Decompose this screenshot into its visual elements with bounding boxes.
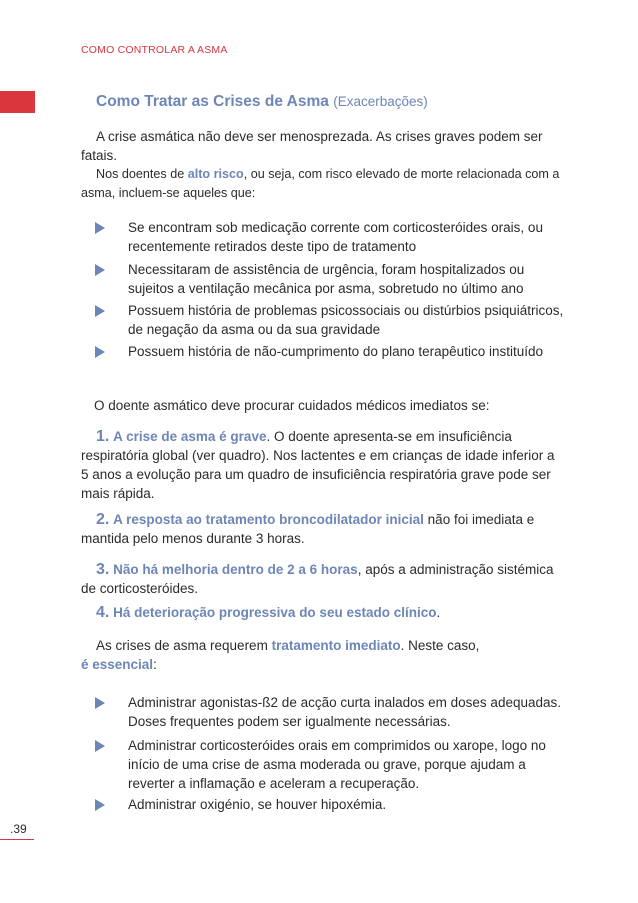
condition-text: . O doente apresenta-se em insuficiência respiratória global (ver quadro). Nos lactentes e em crianças de idade inferior a 5 anos a evolução para um quadro de insuficiência respiratória grave pode ser mais rápida. — [81, 429, 555, 501]
section-title-main: Como Tratar as Crises de Asma — [96, 93, 329, 110]
triangle-bullet-icon — [95, 305, 105, 317]
treatment-middle: . Neste caso, — [400, 638, 480, 653]
triangle-bullet-icon — [95, 222, 105, 234]
intro-2-before: Nos doentes de — [96, 167, 188, 181]
intro-paragraph-2 — [81, 165, 561, 203]
risk-item-text: Possuem história de não-cumprimento do plano terapêutico instituído — [128, 344, 543, 359]
treatment-item-text: Administrar corticosteróides orais em comprimidos ou xarope, logo no início de uma crise de asma moderada ou grave, porque ajudam a reverter a inflamação e aceleram a recuperação. — [128, 738, 546, 791]
intro-paragraph-1 — [81, 127, 561, 165]
page-number: .39 — [10, 822, 27, 836]
condition-number: 1. — [96, 428, 110, 445]
condition-highlight: A crise de asma é grave — [113, 429, 267, 444]
section-title-sub: (Exacerbações) — [333, 94, 428, 109]
triangle-bullet-icon — [95, 740, 105, 752]
condition-text: não foi imediata e mantida pelo menos durante 3 horas. — [81, 512, 535, 546]
condition-1 — [81, 427, 561, 503]
triangle-bullet-icon — [95, 346, 105, 358]
intro-2-after: , ou seja, com risco elevado de morte relacionada com a asma, incluem-se aqueles que: — [81, 167, 560, 200]
condition-3 — [81, 560, 561, 598]
condition-2 — [81, 510, 561, 548]
condition-highlight: A resposta ao tratamento broncodilatador inicial — [113, 512, 424, 527]
condition-4 — [81, 603, 561, 622]
seek-care-text: O doente asmático deve procurar cuidados médicos imediatos se: — [94, 398, 490, 413]
page-number-rule — [0, 839, 34, 840]
treatment-after: : — [153, 657, 157, 672]
treatment-before: As crises de asma requerem — [96, 638, 272, 653]
risk-item-text: Necessitaram de assistência de urgência, foram hospitalizados ou sujeitos a ventilação mecânica por asma, sobretudo no último ano — [128, 262, 525, 296]
condition-text: , após a administração sistémica de corticosteróides. — [81, 562, 554, 596]
section-title — [96, 93, 428, 111]
triangle-bullet-icon — [95, 697, 105, 709]
condition-highlight: Há deterioração progressiva do seu estado clínico — [113, 605, 437, 620]
condition-text: . — [436, 605, 441, 620]
section-marker — [0, 91, 35, 113]
running-header: COMO CONTROLAR A ASMA — [81, 44, 228, 56]
triangle-bullet-icon — [95, 264, 105, 276]
risk-item-text: Se encontram sob medicação corrente com corticosteróides orais, ou recentemente retirados deste tipo de tratamento — [128, 220, 543, 254]
condition-number: 3. — [96, 561, 110, 578]
treatment-item-text: Administrar oxigénio, se houver hipoxémia. — [128, 797, 387, 812]
treatment-item-text: Administrar agonistas-ß2 de acção curta inalados em doses adequadas. Doses frequentes podem ser igualmente necessárias. — [128, 695, 561, 729]
triangle-bullet-icon — [95, 799, 105, 811]
condition-number: 2. — [96, 511, 110, 528]
seek-care-paragraph — [81, 396, 561, 415]
condition-highlight: Não há melhoria dentro de 2 a 6 horas — [113, 562, 358, 577]
intro-2-highlight: alto risco — [187, 167, 244, 181]
treatment-highlight: tratamento imediato — [271, 638, 401, 653]
risk-item-text: Possuem história de problemas psicossociais ou distúrbios psiquiátricos, de negação da asma ou da sua gravidade — [128, 303, 564, 337]
condition-number: 4. — [96, 604, 110, 621]
treatment-paragraph — [81, 636, 561, 674]
intro-1-text: A crise asmática não deve ser menosprezada. As crises graves podem ser fatais. — [81, 129, 543, 163]
treatment-essential: é essencial — [81, 657, 154, 672]
